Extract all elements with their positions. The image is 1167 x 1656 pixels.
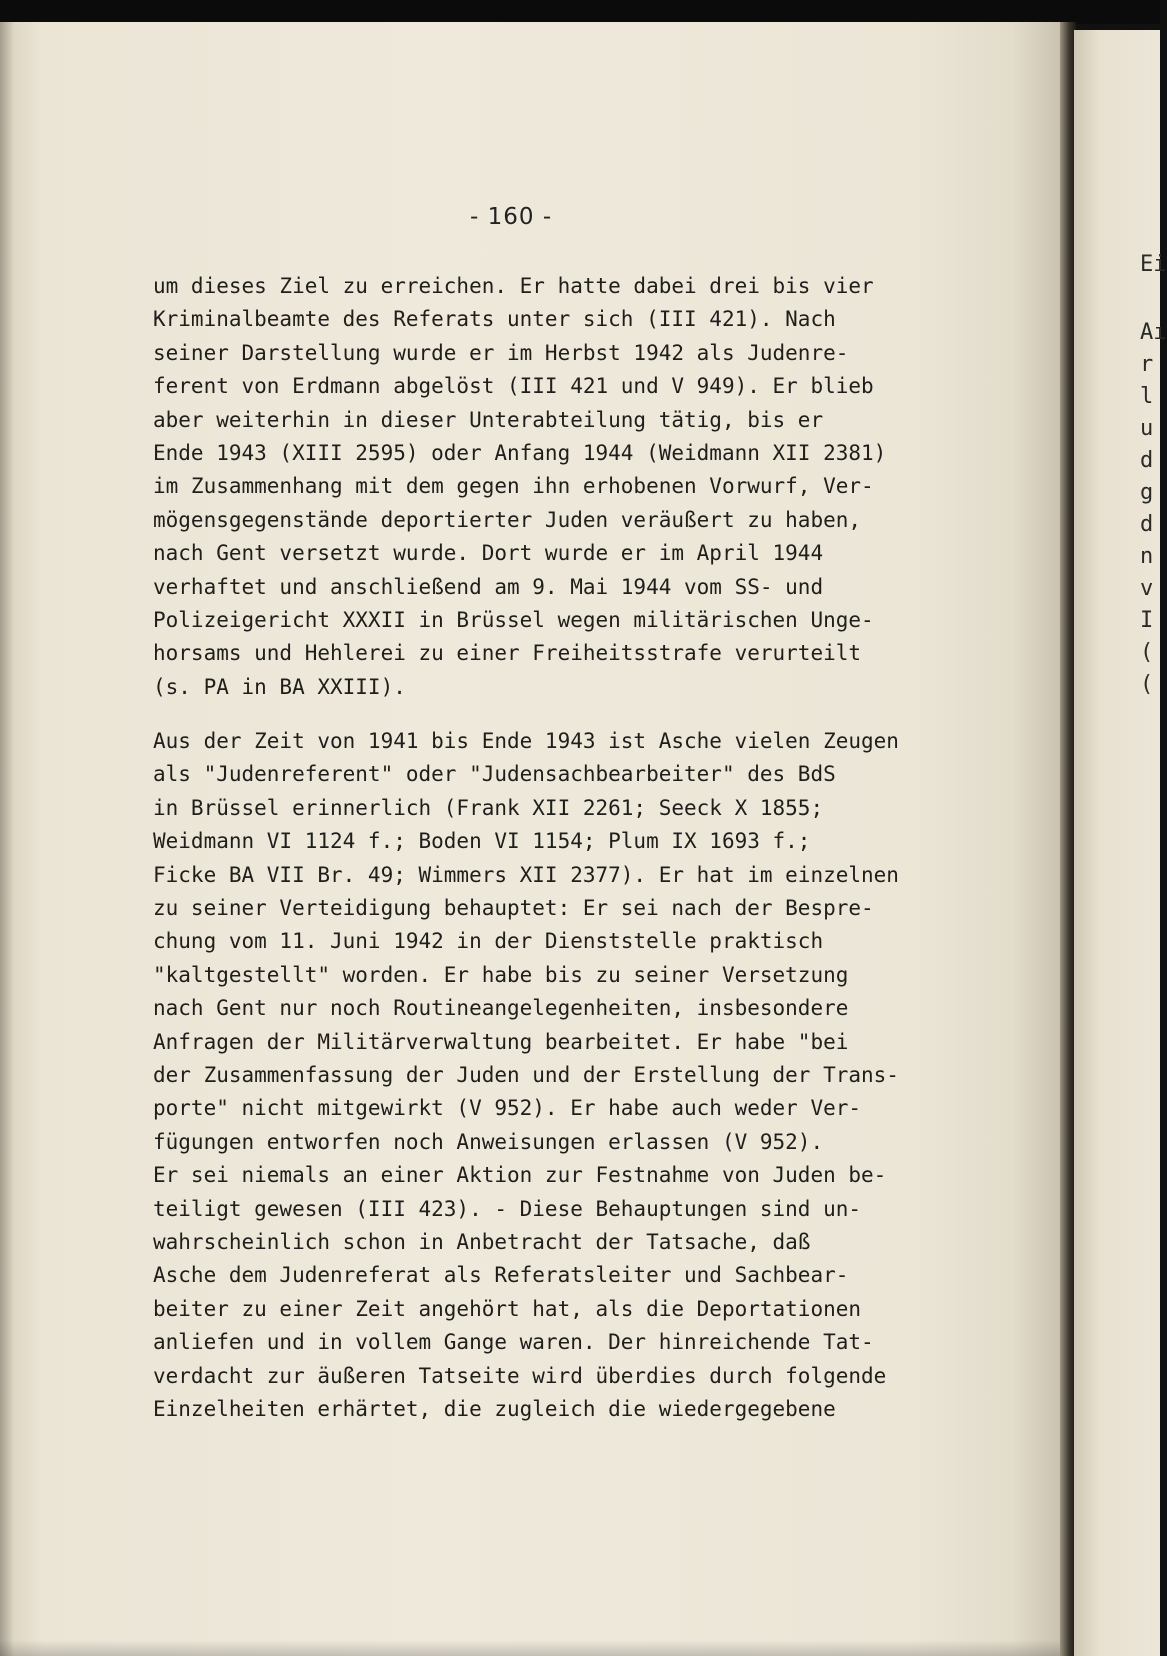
text-line: Ende 1943 (XIII 2595) oder Anfang 1944 (Weidmann XII 2381) [153, 440, 887, 465]
text-line: seiner Darstellung wurde er im Herbst 1942 als Judenre- [153, 340, 849, 365]
text-line: zu seiner Verteidigung behauptet: Er sei nach der Bespre- [153, 896, 874, 921]
scan-top-border [0, 0, 1160, 24]
text-line: Einzelheiten erhärtet, die zugleich die wiedergegebene [153, 1396, 836, 1421]
text-line: aber weiterhin in dieser Unterabteilung tätig, bis er [153, 407, 824, 432]
paragraph [153, 725, 973, 1426]
text-line: Kriminalbeamte des Referats unter sich (III 421). Nach [153, 307, 836, 332]
edge-letter: g [1140, 480, 1154, 505]
edge-letter: n [1140, 544, 1154, 569]
text-line: Weidmann VI 1124 f.; Boden VI 1154; Plum IX 1693 f.; [153, 829, 811, 854]
text-line: verhaftet und anschließend am 9. Mai 1944 vom SS- und [153, 574, 824, 599]
text-line: ferent von Erdmann abgelöst (III 421 und V 949). Er blieb [153, 374, 874, 399]
text-line: anliefen und in vollem Gange waren. Der hinreichende Tat- [153, 1330, 874, 1355]
text-line: der Zusammenfassung der Juden und der Erstellung der Trans- [153, 1062, 899, 1087]
text-line: um dieses Ziel zu erreichen. Er hatte dabei drei bis vier [153, 274, 874, 298]
body-text [153, 270, 973, 1426]
page-number: - 160 - [470, 204, 553, 230]
text-line: chung vom 11. Juni 1942 in der Dienststelle praktisch [153, 929, 824, 954]
text-line: Anfragen der Militärverwaltung bearbeitet. Er habe "bei [153, 1029, 849, 1054]
edge-letter: I [1140, 608, 1154, 633]
edge-letter: ( [1140, 640, 1154, 665]
text-line: beiter zu einer Zeit angehört hat, als die Deportationen [153, 1296, 862, 1321]
text-line: im Zusammenhang mit dem gegen ihn erhobenen Vorwurf, Ver- [153, 474, 874, 499]
text-line: nach Gent nur noch Routineangelegenheiten, insbesondere [153, 996, 849, 1021]
page-left-shadow [0, 22, 14, 1656]
edge-letter: d [1140, 448, 1154, 473]
page-bottom-shadow [0, 1640, 1060, 1656]
edge-letter: Aı [1140, 320, 1167, 345]
edge-letter: ( [1140, 672, 1154, 697]
text-line: Asche dem Judenreferat als Referatsleiter und Sachbear- [153, 1263, 849, 1288]
text-line: als "Judenreferent" oder "Judensachbearbeiter" des BdS [153, 762, 836, 787]
edge-letter: u [1140, 416, 1154, 441]
text-line: verdacht zur äußeren Tatseite wird überdies durch folgende [153, 1363, 887, 1388]
text-line: Aus der Zeit von 1941 bis Ende 1943 ist Asche vielen Zeugen [153, 729, 899, 754]
text-line: Er sei niemals an einer Aktion zur Festnahme von Juden be- [153, 1163, 887, 1188]
edge-letter: d [1140, 512, 1154, 537]
next-page-edge [1074, 30, 1167, 1656]
paragraph-spacer [153, 704, 973, 725]
edge-letter: Ei [1140, 252, 1167, 277]
text-line: mögensgegenstände deportierter Juden veräußert zu haben, [153, 507, 862, 532]
text-line: porte" nicht mitgewirkt (V 952). Er habe auch weder Ver- [153, 1096, 862, 1121]
edge-letter: v [1140, 576, 1154, 601]
paragraph [153, 270, 973, 704]
text-line: horsams und Hehlerei zu einer Freiheitsstrafe verurteilt [153, 641, 862, 666]
text-line: nach Gent versetzt wurde. Dort wurde er im April 1944 [153, 541, 824, 566]
text-line: (s. PA in BA XXIII). [153, 674, 406, 699]
text-line: teiligt gewesen (III 423). - Diese Behauptungen sind un- [153, 1196, 862, 1221]
edge-letter: r [1140, 352, 1154, 377]
text-line: in Brüssel erinnerlich (Frank XII 2261; Seeck X 1855; [153, 795, 824, 820]
text-line: Polizeigericht XXXII in Brüssel wegen militärischen Unge- [153, 607, 874, 632]
text-line: fügungen entworfen noch Anweisungen erlassen (V 952). [153, 1129, 824, 1154]
edge-letter: l [1140, 384, 1154, 409]
text-line: "kaltgestellt" worden. Er habe bis zu seiner Versetzung [153, 962, 849, 987]
text-line: Ficke BA VII Br. 49; Wimmers XII 2377). Er hat im einzelnen [153, 862, 899, 887]
text-line: wahrscheinlich schon in Anbetracht der Tatsache, daß [153, 1229, 811, 1254]
